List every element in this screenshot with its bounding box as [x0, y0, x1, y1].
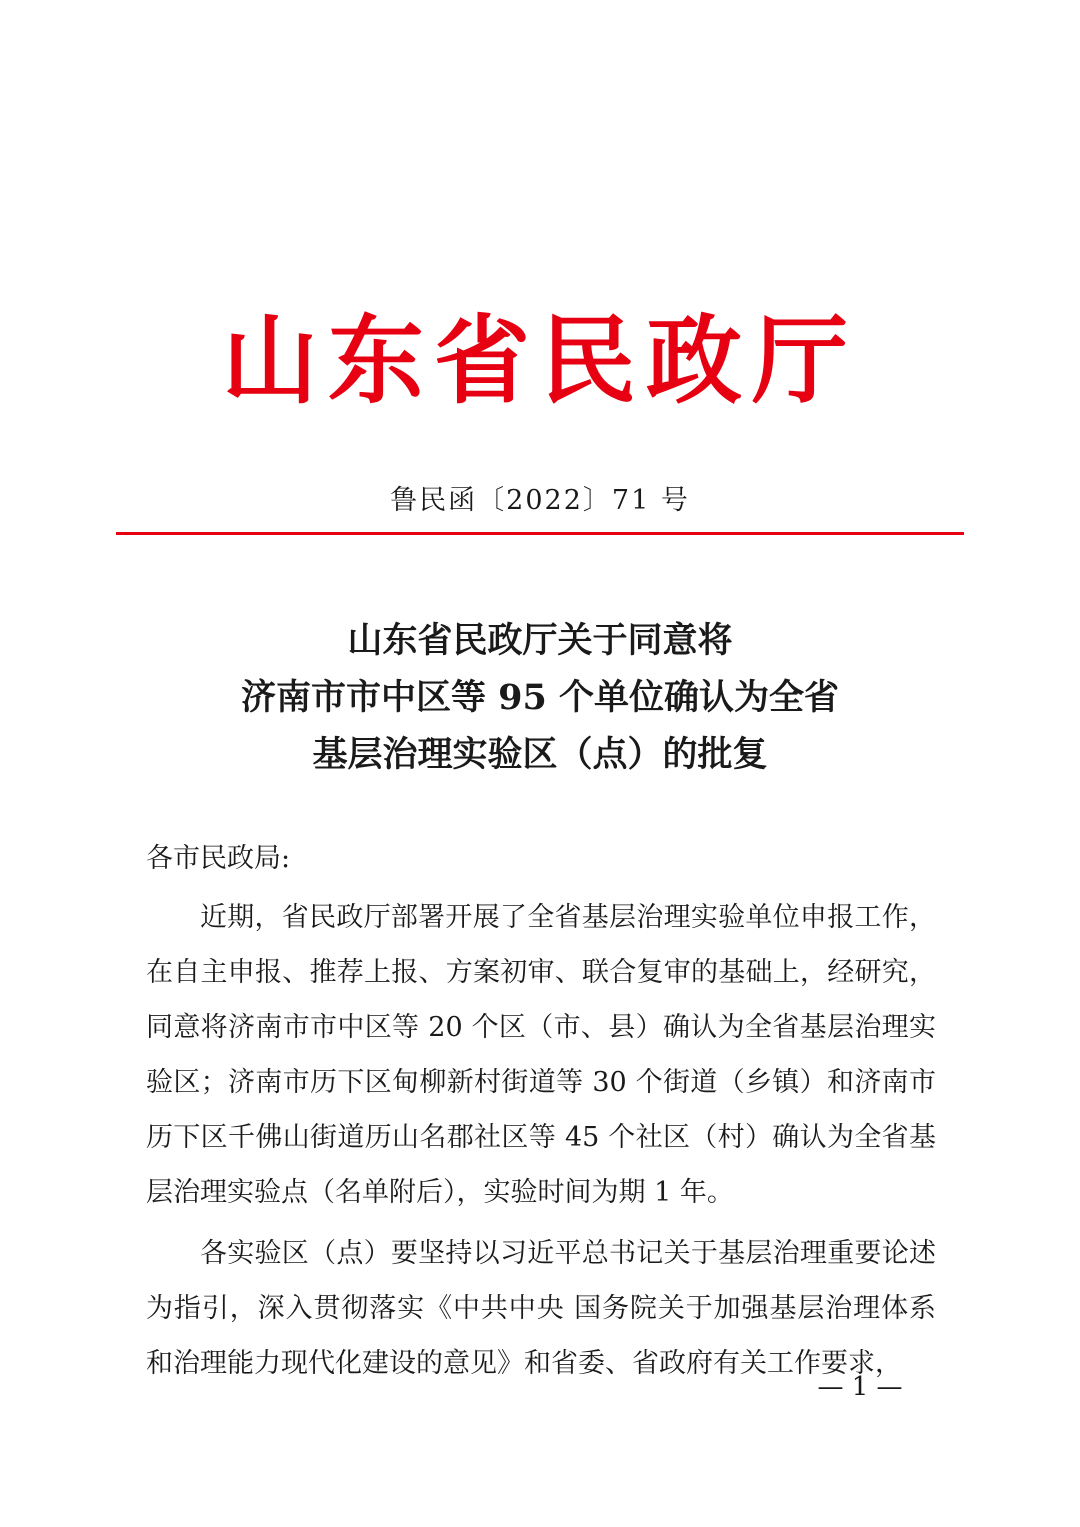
page-number: — 1 —	[817, 1372, 903, 1402]
document-body	[146, 890, 936, 1397]
document-number: 鲁民函〔2022〕71 号	[390, 485, 690, 516]
masthead-agency-name: 山东省民政厅	[222, 304, 858, 417]
document-title	[0, 612, 1080, 783]
body-paragraph-1: 近期，省民政厅部署开展了全省基层治理实验单位申报工作，在自主申报、推荐上报、方案初审、联合复审的基础上，经研究，同意将济南市市中区等 20 个区（市、县）确认为全省基层治理实验区；济南市历下区甸柳新村街道等 30 个街道（乡镇）和济南市历下区千佛山街道历山名郡社区等 45 个社区（村）确认为全省基层治理实验点（名单附后），实验时间为期 1 年。	[146, 902, 936, 1208]
salutation: 各市民政局:	[146, 843, 291, 874]
title-line-2: 济南市市中区等 95 个单位确认为全省	[240, 677, 840, 718]
body-paragraph-2: 各实验区（点）要坚持以习近平总书记关于基层治理重要论述为指引，深入贯彻落实《中共中央 国务院关于加强基层治理体系和治理能力现代化建设的意见》和省委、省政府有关工作要求，	[146, 1238, 936, 1379]
red-divider-line	[116, 532, 964, 535]
title-line-3: 基层治理实验区（点）的批复	[312, 734, 768, 775]
title-line-1: 山东省民政厅关于同意将	[347, 620, 733, 661]
